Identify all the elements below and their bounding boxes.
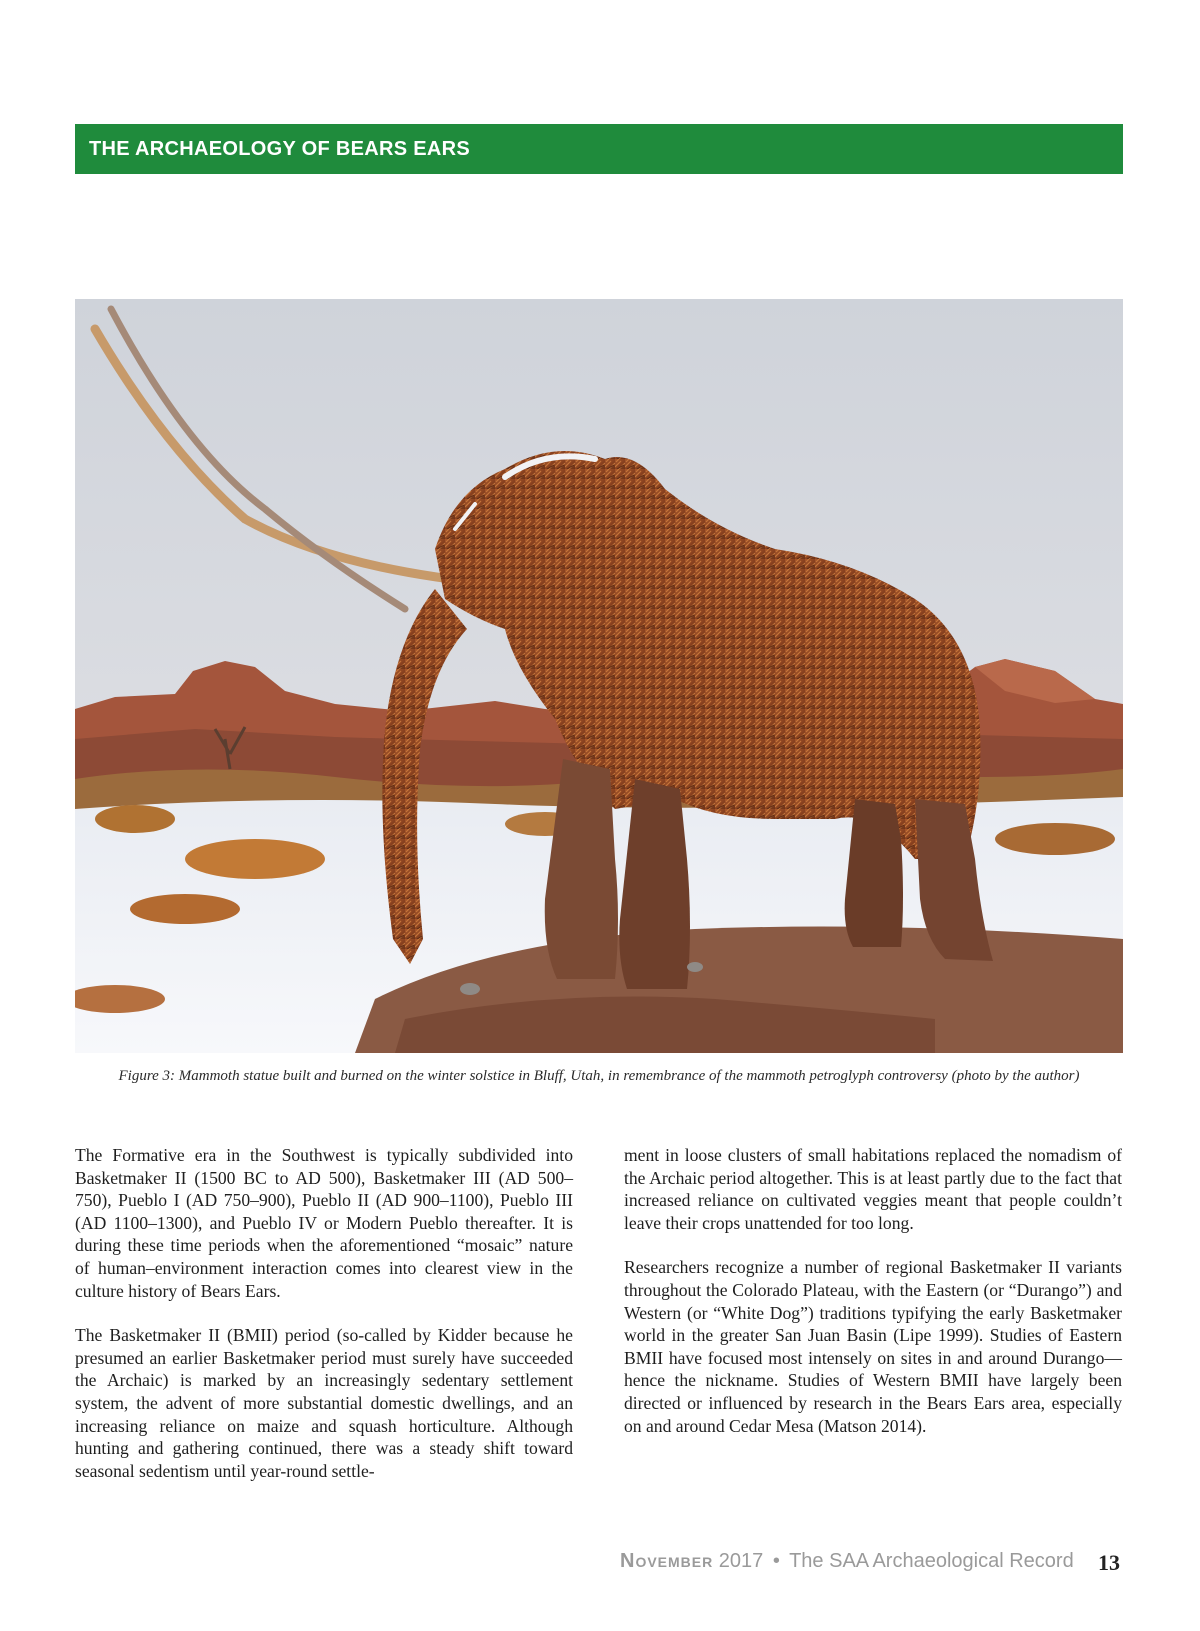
footer-bullet: •: [772, 1550, 780, 1572]
body-column-left: [75, 1144, 573, 1504]
page-number: 13: [1098, 1550, 1120, 1575]
paragraph: The Basketmaker II (BMII) period (so-called by Kidder because he presumed an earlier Basketmaker period must surely have succeeded the Archaic) is marked by an increasingly sedentary settlement system, the advent of more substantial domestic dwellings, and an increasing reliance on maize and squash horticulture. Although hunting and gathering continued, there was a steady shift toward seasonal sedentism until year-round settle-: [75, 1325, 573, 1481]
section-title: THE ARCHAEOLOGY OF BEARS EARS: [89, 137, 470, 160]
paragraph: The Formative era in the Southwest is typically subdivided into Basketmaker II (1500 BC to AD 500), Basketmaker III (AD 500–750), Pueblo I (AD 750–900), Pueblo II (AD 900–1100), Pueblo III (AD 1100–1300), and Pueblo IV or Modern Pueblo thereafter. It is during these time periods when the aforementioned “mosaic” nature of human–environment interaction comes into clearest view in the culture history of Bears Ears.: [75, 1145, 573, 1301]
paragraph: ment in loose clusters of small habitations replaced the nomadism of the Archaic period altogether. This is at least partly due to the fact that increased reliance on cultivated veggies meant that people couldn’t leave their crops unattended for too long.: [624, 1145, 1122, 1233]
mammoth-statue-photo: [75, 299, 1123, 1053]
section-banner: [75, 124, 1123, 174]
running-footer: [620, 1550, 1120, 1580]
paragraph: Researchers recognize a number of regional Basketmaker II variants throughout the Colorado Plateau, with the Eastern (or “Durango”) and Western (or “White Dog”) traditions typifying the early Basketmaker world in the greater San Juan Basin (Lipe 1999). Studies of Eastern BMII have focused most intensely on sites in and around Durango—hence the nickname. Studies of Western BMII have largely been directed or influenced by research in the Bears Ears area, especially on and around Cedar Mesa (Matson 2014).: [624, 1257, 1122, 1436]
footer-month: November: [620, 1550, 714, 1572]
footer-year: 2017: [718, 1550, 764, 1572]
figure-caption: Figure 3: Mammoth statue built and burned on the winter solstice in Bluff, Utah, in remembrance of the mammoth petroglyph controversy (photo by the author): [118, 1068, 1080, 1084]
footer-journal: The SAA Archaeological Record: [789, 1550, 1074, 1572]
body-column-right: [624, 1144, 1122, 1459]
